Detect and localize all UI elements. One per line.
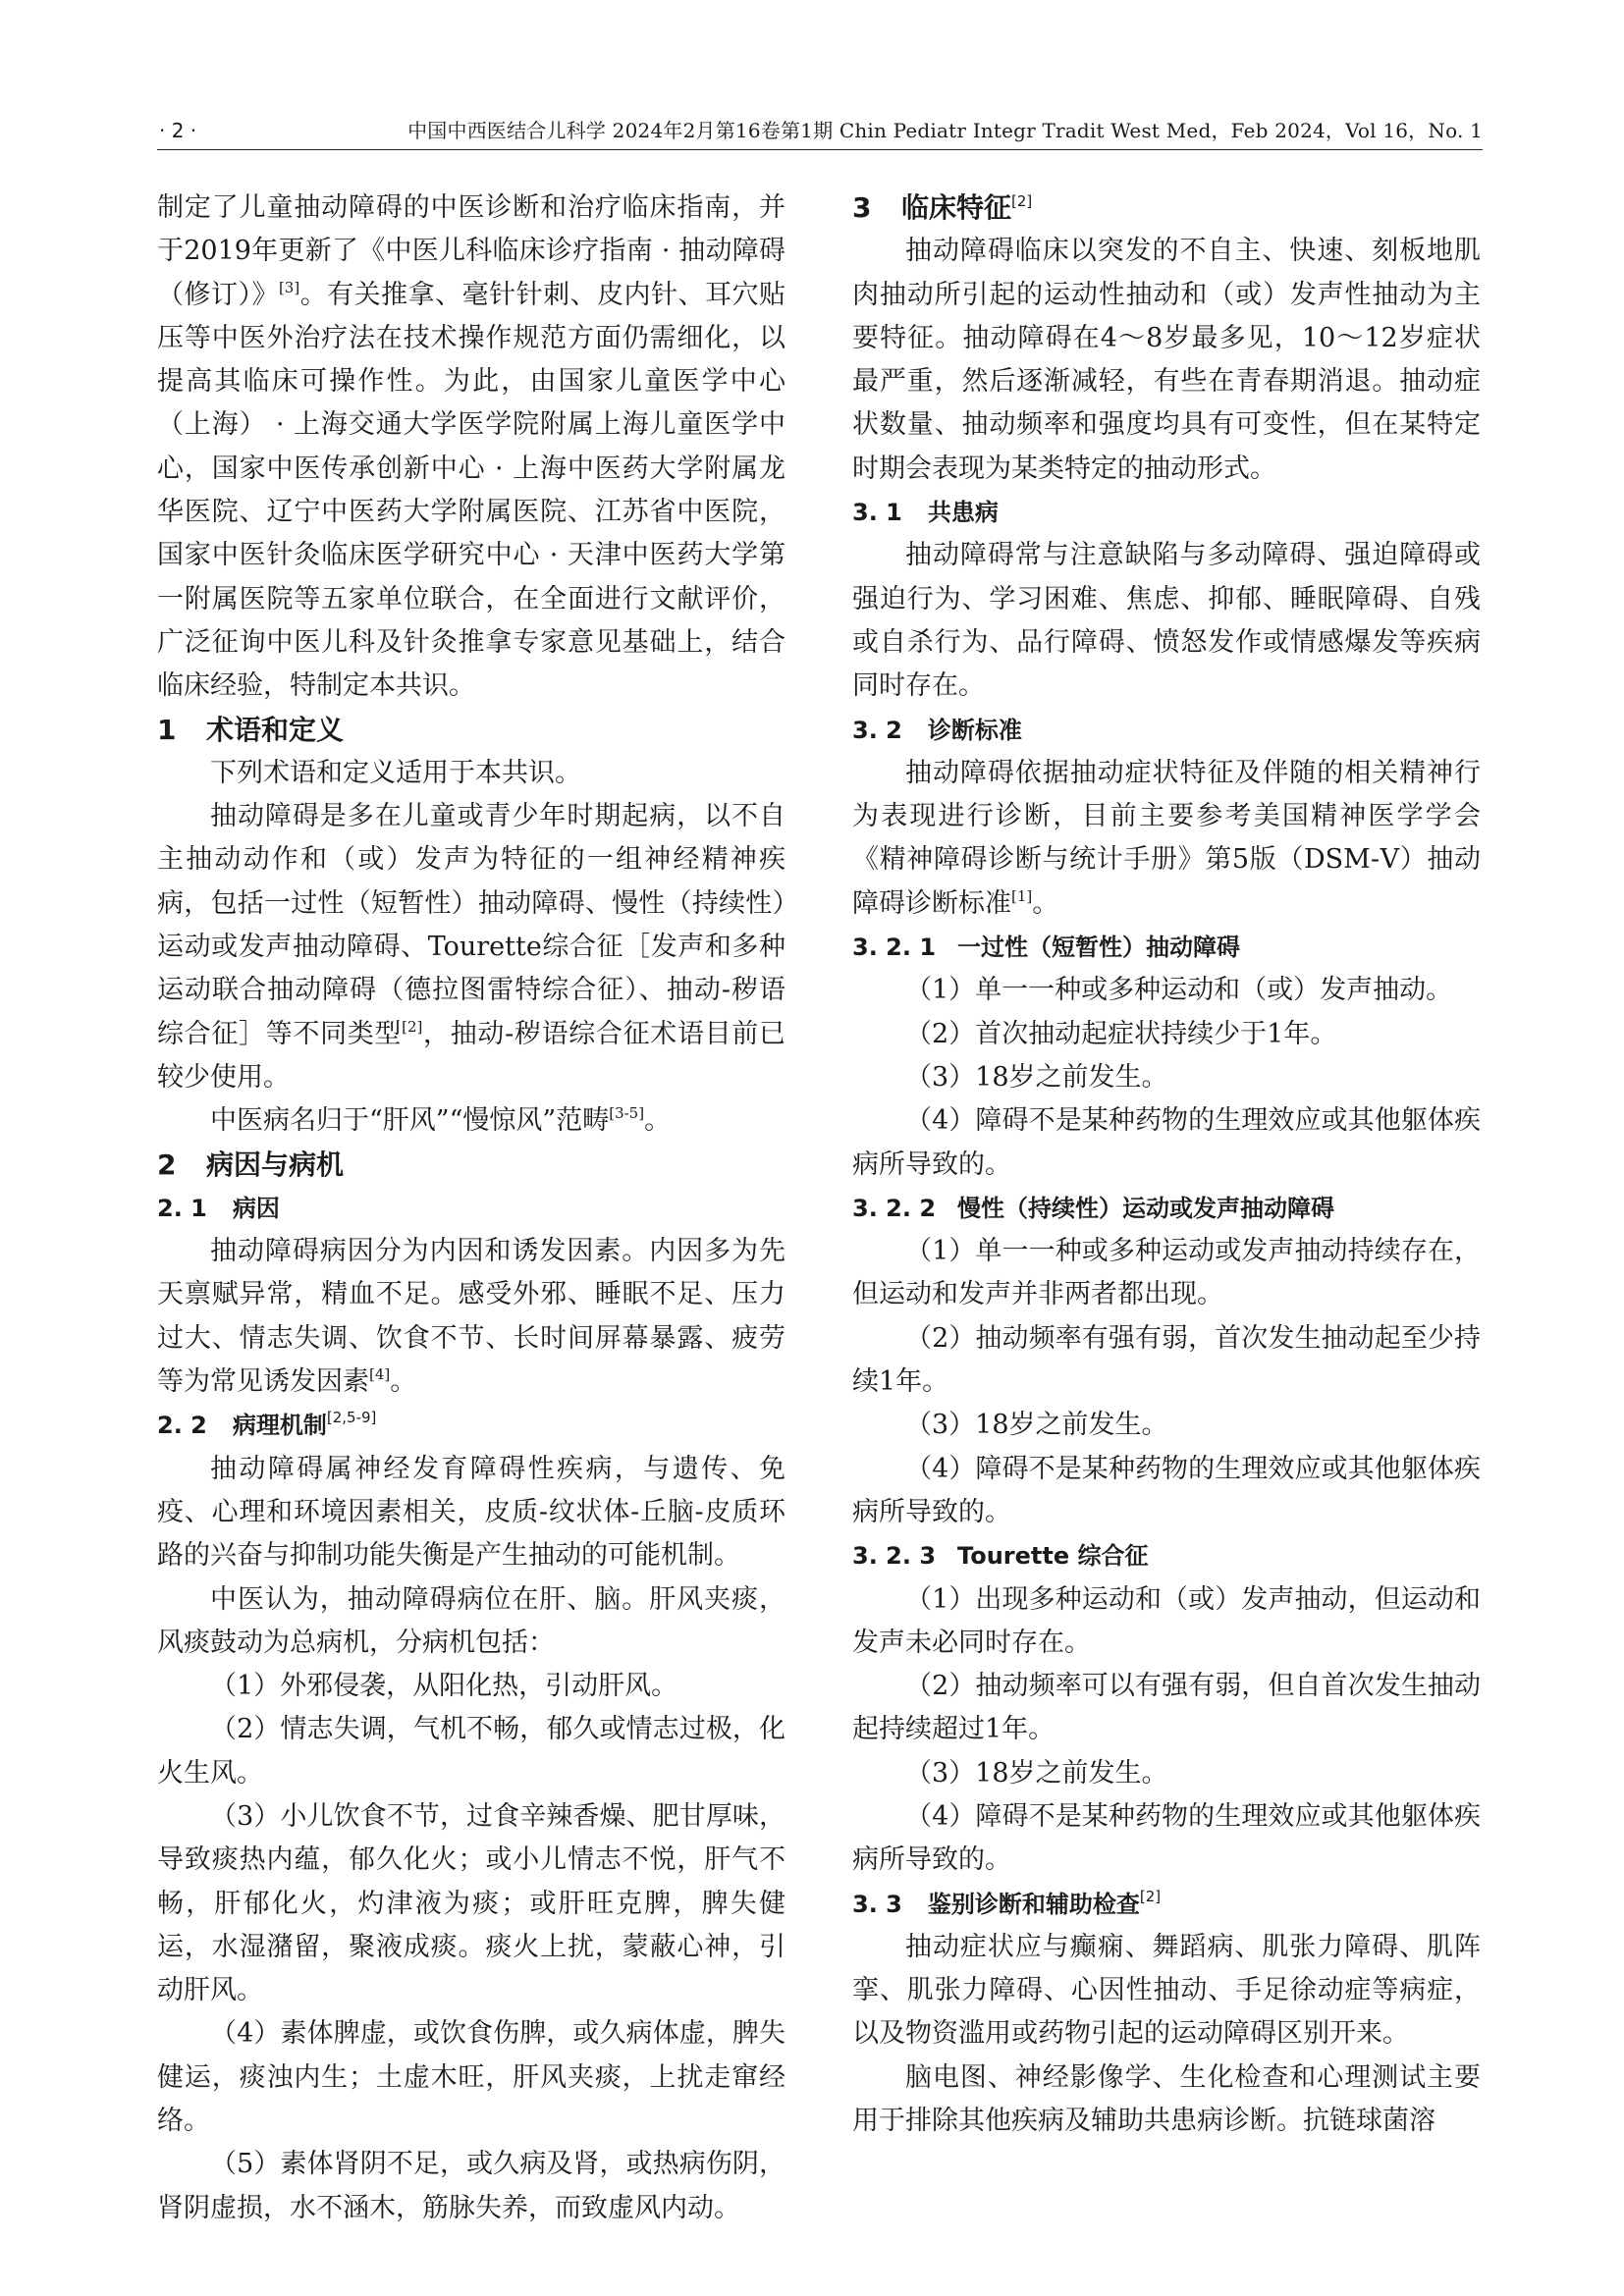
subsection-heading-2-1: 2. 1 病因 xyxy=(157,1194,280,1222)
paragraph: 脑电图、神经影像学、生化检查和心理测试主要用于排除其他疾病及辅助共患病诊断。抗链球菌溶 xyxy=(852,2061,1481,2137)
paragraph: 中医认为，抽动障碍病位在肝、脑。肝风夹痰，风痰鼓动为总病机，分病机包括： xyxy=(157,1583,785,1658)
paragraph: 抽动障碍属神经发育障碍性疾病，与遗传、免疫、心理和环境因素相关，皮质-纹状体-丘脑-皮质环路的兴奋与抑制功能失衡是产生抽动的可能机制。 xyxy=(157,1453,785,1572)
list-item: （4）素体脾虚，或饮食伤脾，或久病体虚，脾失健运，痰浊内生；土虚木旺，肝风夹痰，上扰走窜经络。 xyxy=(157,2018,785,2137)
section-heading-1: 1 术语和定义 xyxy=(157,713,345,746)
list-item: （3）小儿饮食不节，过食辛辣香燥、肥甘厚味，导致痰热内蕴，郁久化火；或小儿情志不悦，肝气不畅，肝郁化火，灼津液为痰；或肝旺克脾，脾失健运，水湿潴留，聚液成痰。痰火上扰，蒙蔽心神，引动肝风。 xyxy=(157,1800,785,2006)
citation-ref: [2] xyxy=(1139,1887,1162,1905)
list-item: （4）障碍不是某种药物的生理效应或其他躯体疾病所导致的。 xyxy=(852,1453,1481,1527)
list-item: （3）18岁之前发生。 xyxy=(905,1757,1168,1789)
citation-ref: [2,5-9] xyxy=(326,1409,377,1427)
section-heading-2: 2 病因与病机 xyxy=(157,1148,345,1181)
paragraph: 下列术语和定义适用于本共识。 xyxy=(210,757,581,788)
list-item: （3）18岁之前发生。 xyxy=(905,1410,1168,1441)
citation-ref: [1] xyxy=(1011,886,1033,905)
subsection-heading-3-2-1: 3. 2. 1 一过性（短暂性）抽动障碍 xyxy=(852,934,1241,962)
list-item: （4）障碍不是某种药物的生理效应或其他躯体疾病所导致的。 xyxy=(852,1105,1481,1180)
intro-paragraph: 制定了儿童抽动障碍的中医诊断和治疗临床指南，并于2019年更新了《中医儿科临床诊疗指南 · 抽动障碍（修订）》[3]。有关推拿、毫针针刺、皮内针、耳穴贴压等中医外治疗法在技术操作规范方面仍需细化，以提高其临床可操作性。为此，由国家儿童医学中心（上海） · 上海交通大学医学院附属上海儿童医学中心，国家中医传承创新中心 · 上海中医药大学附属龙华医院、辽宁中医药大学附属医院、江苏省中医院，国家中医针灸临床医学研究中心 · 天津中医药大学第一附属医院等五家单位联合，在全面进行文献评价，广泛征询中医儿科及针灸推拿专家意见基础上，结合临床经验，特制定本共识。 xyxy=(157,192,786,702)
page-number: · 2 · xyxy=(159,119,197,142)
citation-ref: [2] xyxy=(402,1017,423,1036)
list-item: （3）18岁之前发生。 xyxy=(905,1061,1168,1093)
subsection-heading-3-3: 3. 3 鉴别诊断和辅助检查[2] xyxy=(852,1887,1162,1918)
list-item: （2）首次抽动起症状持续少于1年。 xyxy=(905,1018,1337,1049)
citation-ref: [4] xyxy=(369,1365,391,1384)
list-item: （2）抽动频率有强有弱，首次发生抽动起至少持续1年。 xyxy=(852,1322,1481,1398)
right-column xyxy=(852,187,1481,2143)
list-item: （1）单一一种或多种运动或发声抽动持续存在，但运动和发声并非两者都出现。 xyxy=(852,1236,1481,1310)
paragraph: 抽动障碍临床以突发的不自主、快速、刻板地肌肉抽动所引起的运动性抽动和（或）发声性抽动为主要特征。抽动障碍在4～8岁最多见，10～12岁症状最严重，然后逐渐减轻，有些在青春期消退。抽动症状数量、抽动频率和强度均具有可变性，但在某特定时期会表现为某类特定的抽动形式。 xyxy=(852,236,1481,484)
running-header xyxy=(157,116,1483,150)
paragraph: 抽动障碍常与注意缺陷与多动障碍、强迫障碍或强迫行为、学习困难、焦虑、抑郁、睡眠障碍、自残或自杀行为、品行障碍、愤怒发作或情感爆发等疾病同时存在。 xyxy=(852,540,1481,702)
list-item: （5）素体肾阴不足，或久病及肾，或热病伤阴，肾阴虚损，水不涵木，筋脉失养，而致虚风内动。 xyxy=(157,2149,785,2223)
subsection-heading-3-2-3: 3. 2. 3 Tourette 综合征 xyxy=(852,1542,1149,1571)
list-item: （1）单一一种或多种运动和（或）发声抽动。 xyxy=(905,975,1453,1006)
paragraph: 中医病名归于“肝风”“慢惊风”范畴[3-5]。 xyxy=(210,1104,672,1137)
journal-citation: 中国中西医结合儿科学 2024年2月第16卷第1期 Chin Pediatr Integr Tradit West Med，Feb 2024，Vol 16，No. 1 xyxy=(407,119,1483,142)
paragraph: 抽动症状应与癫痫、舞蹈病、肌张力障碍、肌阵挛、肌张力障碍、心因性抽动、手足徐动症等病症，以及物资滥用或药物引起的运动障碍区别开来。 xyxy=(852,1931,1481,2050)
paragraph: 抽动障碍病因分为内因和诱发因素。内因多为先天禀赋异常，精血不足。感受外邪、睡眠不足、压力过大、情志失调、饮食不节、长时间屏幕暴露、疲劳等为常见诱发因素[4]。 xyxy=(157,1236,785,1398)
list-item: （2）抽动频率可以有强有弱，但自首次发生抽动起持续超过1年。 xyxy=(852,1671,1481,1745)
list-item: （1）出现多种运动和（或）发声抽动，但运动和发声未必同时存在。 xyxy=(852,1583,1481,1658)
list-item: （1）外邪侵袭，从阳化热，引动肝风。 xyxy=(210,1671,678,1702)
list-item: （2）情志失调，气机不畅，郁久或情志过极，化火生风。 xyxy=(157,1714,785,1789)
citation-ref: [3] xyxy=(278,278,300,296)
subsection-heading-2-2: 2. 2 病理机制[2,5-9] xyxy=(157,1409,377,1440)
citation-ref: [2] xyxy=(1011,192,1033,210)
left-column xyxy=(157,187,785,2230)
subsection-heading-3-2-2: 3. 2. 2 慢性（持续性）运动或发声抽动障碍 xyxy=(852,1194,1335,1222)
subsection-heading-3-1: 3. 1 共患病 xyxy=(852,499,999,527)
paragraph: 抽动障碍依据抽动症状特征及伴随的相关精神行为表现进行诊断，目前主要参考美国精神医学学会《精神障碍诊断与统计手册》第5版（DSM-Ⅴ）抽动障碍诊断标准[1]。 xyxy=(852,757,1481,919)
paragraph: 抽动障碍是多在儿童或青少年时期起病，以不自主抽动动作和（或）发声为特征的一组神经精神疾病，包括一过性（短暂性）抽动障碍、慢性（持续性）运动或发声抽动障碍、Tourette综合征［发声和多种运动联合抽动障碍（德拉图雷特综合征）、抽动-秽语综合征］等不同类型[2]，抽动-秽语综合征术语目前已较少使用。 xyxy=(157,801,786,1093)
section-heading-3: 3 临床特征[2] xyxy=(852,191,1033,224)
subsection-heading-3-2: 3. 2 诊断标准 xyxy=(852,716,1022,744)
list-item: （4）障碍不是某种药物的生理效应或其他躯体疾病所导致的。 xyxy=(852,1800,1481,1876)
citation-ref: [3-5] xyxy=(609,1104,645,1123)
